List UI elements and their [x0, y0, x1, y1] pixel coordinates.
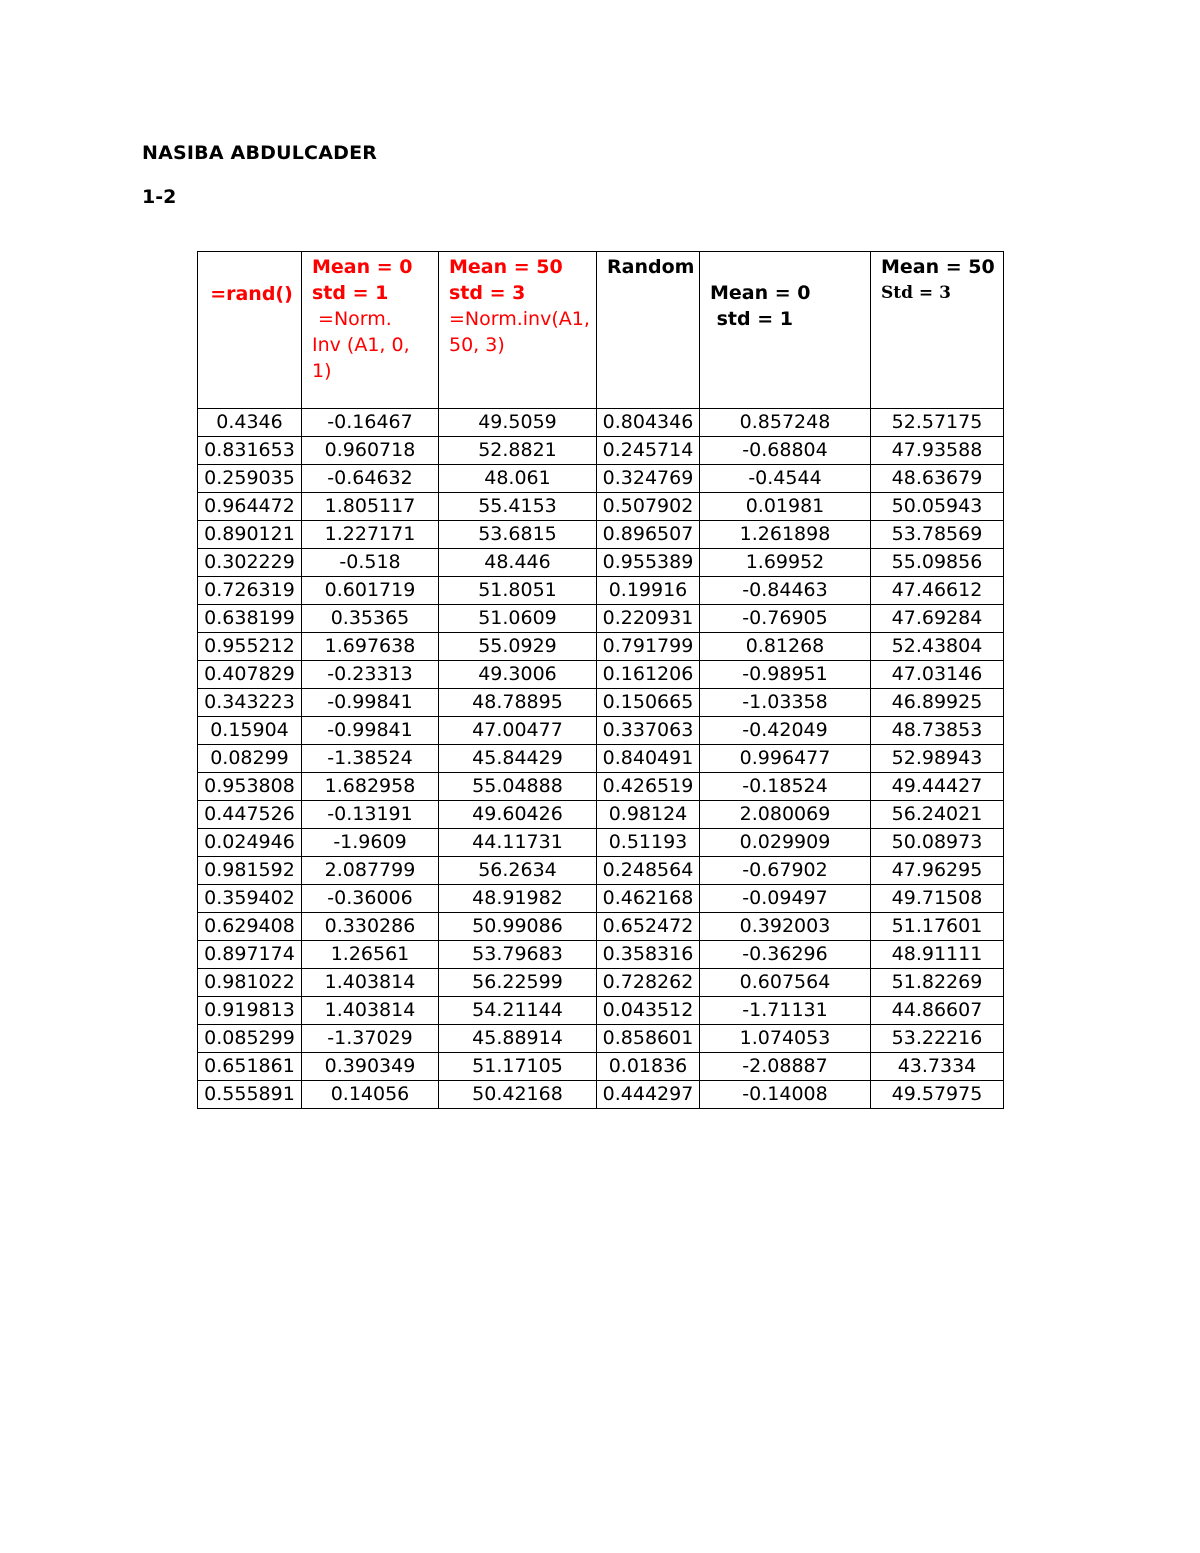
table-cell: 0.259035: [198, 465, 302, 493]
header-norm-0-1-formula-3: 1): [312, 360, 332, 382]
table-cell: -0.14008: [700, 1081, 871, 1109]
table-cell: 0.629408: [198, 913, 302, 941]
table-cell: 0.444297: [597, 1081, 700, 1109]
table-cell: 48.78895: [439, 689, 597, 717]
table-cell: 0.330286: [302, 913, 439, 941]
table-cell: -1.9609: [302, 829, 439, 857]
table-cell: 1.697638: [302, 633, 439, 661]
table-cell: -1.71131: [700, 997, 871, 1025]
table-cell: 0.19916: [597, 577, 700, 605]
table-cell: 0.359402: [198, 885, 302, 913]
table-cell: 0.857248: [700, 409, 871, 437]
table-cell: 56.2634: [439, 857, 597, 885]
table-cell: 45.88914: [439, 1025, 597, 1053]
table-cell: -0.42049: [700, 717, 871, 745]
table-cell: -0.4544: [700, 465, 871, 493]
table-cell: 47.96295: [871, 857, 1004, 885]
table-cell: 0.01836: [597, 1053, 700, 1081]
table-row: [198, 633, 1004, 661]
table-cell: 0.791799: [597, 633, 700, 661]
table-cell: 49.71508: [871, 885, 1004, 913]
table-cell: 0.024946: [198, 829, 302, 857]
table-cell: 0.996477: [700, 745, 871, 773]
table-row: [198, 997, 1004, 1025]
table-cell: 0.652472: [597, 913, 700, 941]
table-cell: 52.57175: [871, 409, 1004, 437]
table-cell: 0.960718: [302, 437, 439, 465]
table-row: [198, 801, 1004, 829]
table-row: [198, 689, 1004, 717]
header-random: [597, 252, 700, 409]
table-row: [198, 1081, 1004, 1109]
table-cell: -0.68804: [700, 437, 871, 465]
author-name: NASIBA ABDULCADER: [142, 142, 378, 164]
table-row: [198, 857, 1004, 885]
table-row: [198, 605, 1004, 633]
table-row: [198, 409, 1004, 437]
table-cell: 1.074053: [700, 1025, 871, 1053]
table-cell: 49.57975: [871, 1081, 1004, 1109]
table-cell: 0.337063: [597, 717, 700, 745]
table-cell: 51.8051: [439, 577, 597, 605]
table-cell: 48.73853: [871, 717, 1004, 745]
table-cell: -0.98951: [700, 661, 871, 689]
table-cell: 0.220931: [597, 605, 700, 633]
table-cell: 48.061: [439, 465, 597, 493]
table-cell: 0.890121: [198, 521, 302, 549]
header-norm-50-3-formula-1: =Norm.inv(A1,: [449, 308, 590, 330]
table-cell: 55.04888: [439, 773, 597, 801]
table-cell: 1.69952: [700, 549, 871, 577]
table-cell: 0.245714: [597, 437, 700, 465]
table-row: [198, 885, 1004, 913]
table-cell: 0.919813: [198, 997, 302, 1025]
header-mean-0-std: std = 1: [710, 308, 793, 330]
table-cell: 0.840491: [597, 745, 700, 773]
table-cell: 44.11731: [439, 829, 597, 857]
table-row: [198, 829, 1004, 857]
table-row: [198, 941, 1004, 969]
table-cell: -0.18524: [700, 773, 871, 801]
header-mean-50-mean: Mean = 50: [881, 256, 995, 278]
table-cell: 0.35365: [302, 605, 439, 633]
header-rand: [198, 252, 302, 409]
header-random-label: Random: [607, 256, 695, 278]
table-cell: 0.358316: [597, 941, 700, 969]
table-cell: 53.78569: [871, 521, 1004, 549]
table-cell: -1.37029: [302, 1025, 439, 1053]
table-cell: -0.67902: [700, 857, 871, 885]
table-cell: 0.601719: [302, 577, 439, 605]
header-norm-50-3-formula-2: 50, 3): [449, 334, 505, 356]
header-mean-0-mean: Mean = 0: [710, 282, 811, 304]
table-cell: 0.4346: [198, 409, 302, 437]
table-cell: 51.82269: [871, 969, 1004, 997]
section-label: 1-2: [142, 186, 177, 208]
table-row: [198, 745, 1004, 773]
table-cell: 56.22599: [439, 969, 597, 997]
table-cell: -0.23313: [302, 661, 439, 689]
table-cell: 0.964472: [198, 493, 302, 521]
table-cell: 47.03146: [871, 661, 1004, 689]
table-row: [198, 1025, 1004, 1053]
table-cell: 0.324769: [597, 465, 700, 493]
table-cell: 49.44427: [871, 773, 1004, 801]
table-cell: 0.981592: [198, 857, 302, 885]
table-cell: 0.029909: [700, 829, 871, 857]
table-cell: 0.392003: [700, 913, 871, 941]
table-cell: 1.26561: [302, 941, 439, 969]
table-cell: -0.16467: [302, 409, 439, 437]
table-cell: 56.24021: [871, 801, 1004, 829]
table-cell: 0.01981: [700, 493, 871, 521]
table-cell: 0.98124: [597, 801, 700, 829]
table-row: [198, 661, 1004, 689]
header-mean-50-std: Std = 3: [881, 283, 951, 303]
table-cell: 0.555891: [198, 1081, 302, 1109]
table-cell: 0.085299: [198, 1025, 302, 1053]
table-cell: 0.897174: [198, 941, 302, 969]
table-cell: 50.99086: [439, 913, 597, 941]
table-cell: 53.79683: [439, 941, 597, 969]
header-norm-50-3-std: std = 3: [449, 282, 526, 304]
table-cell: 0.407829: [198, 661, 302, 689]
header-norm-0-1-std: std = 1: [312, 282, 389, 304]
table-cell: 0.638199: [198, 605, 302, 633]
table-cell: 1.403814: [302, 997, 439, 1025]
table-cell: -0.36296: [700, 941, 871, 969]
table-cell: 50.08973: [871, 829, 1004, 857]
header-norm-0-1-mean: Mean = 0: [312, 256, 413, 278]
table-cell: 0.08299: [198, 745, 302, 773]
table-cell: 49.60426: [439, 801, 597, 829]
table-cell: 0.390349: [302, 1053, 439, 1081]
table-row: [198, 717, 1004, 745]
table-row: [198, 969, 1004, 997]
table-cell: -0.99841: [302, 689, 439, 717]
table-cell: -0.76905: [700, 605, 871, 633]
table-cell: 49.3006: [439, 661, 597, 689]
table-cell: 55.4153: [439, 493, 597, 521]
table-cell: 55.09856: [871, 549, 1004, 577]
table-cell: -0.13191: [302, 801, 439, 829]
table-cell: 48.91982: [439, 885, 597, 913]
table-cell: -1.03358: [700, 689, 871, 717]
table-cell: 0.343223: [198, 689, 302, 717]
header-norm-0-1-formula-1: =Norm.: [312, 308, 392, 330]
table-cell: -0.09497: [700, 885, 871, 913]
table-cell: 51.17105: [439, 1053, 597, 1081]
table-row: [198, 773, 1004, 801]
header-norm-50-3: [439, 252, 597, 409]
table-cell: 0.831653: [198, 437, 302, 465]
table-cell: 0.726319: [198, 577, 302, 605]
table-row: [198, 1053, 1004, 1081]
table-cell: 48.446: [439, 549, 597, 577]
table-cell: -0.36006: [302, 885, 439, 913]
table-cell: 53.6815: [439, 521, 597, 549]
table-cell: 0.728262: [597, 969, 700, 997]
table-cell: -0.99841: [302, 717, 439, 745]
table-cell: 0.607564: [700, 969, 871, 997]
table-cell: 1.403814: [302, 969, 439, 997]
table-row: [198, 465, 1004, 493]
table-cell: 0.51193: [597, 829, 700, 857]
table-cell: 0.447526: [198, 801, 302, 829]
table-cell: -2.08887: [700, 1053, 871, 1081]
table-cell: 52.43804: [871, 633, 1004, 661]
table-cell: 55.0929: [439, 633, 597, 661]
table-cell: 51.17601: [871, 913, 1004, 941]
table-row: [198, 437, 1004, 465]
table-cell: 2.080069: [700, 801, 871, 829]
table-cell: 0.981022: [198, 969, 302, 997]
table-row: [198, 521, 1004, 549]
table-cell: 45.84429: [439, 745, 597, 773]
table-cell: 46.89925: [871, 689, 1004, 717]
table-cell: 0.651861: [198, 1053, 302, 1081]
table-cell: 49.5059: [439, 409, 597, 437]
table-cell: 0.507902: [597, 493, 700, 521]
table-row: [198, 549, 1004, 577]
table-cell: 0.426519: [597, 773, 700, 801]
table-cell: 1.227171: [302, 521, 439, 549]
table-cell: 0.955212: [198, 633, 302, 661]
table-cell: 52.8821: [439, 437, 597, 465]
table-cell: 0.150665: [597, 689, 700, 717]
table-cell: 0.955389: [597, 549, 700, 577]
table-cell: 50.05943: [871, 493, 1004, 521]
table-cell: 1.682958: [302, 773, 439, 801]
table-cell: 0.804346: [597, 409, 700, 437]
table-row: [198, 913, 1004, 941]
header-mean-50: [871, 252, 1004, 409]
table-cell: 43.7334: [871, 1053, 1004, 1081]
table-cell: 1.805117: [302, 493, 439, 521]
table-row: [198, 493, 1004, 521]
header-norm-0-1: [302, 252, 439, 409]
table-cell: 52.98943: [871, 745, 1004, 773]
table-cell: 0.248564: [597, 857, 700, 885]
table-cell: 0.15904: [198, 717, 302, 745]
table-cell: 0.302229: [198, 549, 302, 577]
table-cell: 48.91111: [871, 941, 1004, 969]
table-cell: -0.84463: [700, 577, 871, 605]
header-norm-50-3-mean: Mean = 50: [449, 256, 563, 278]
header-rand-label: =rand(): [210, 283, 293, 305]
table-cell: 54.21144: [439, 997, 597, 1025]
table-cell: 0.896507: [597, 521, 700, 549]
table-cell: 0.462168: [597, 885, 700, 913]
table-cell: 47.69284: [871, 605, 1004, 633]
table-cell: 47.93588: [871, 437, 1004, 465]
table-cell: 47.00477: [439, 717, 597, 745]
header-mean-0: [700, 252, 871, 409]
table-cell: 48.63679: [871, 465, 1004, 493]
table-cell: 0.043512: [597, 997, 700, 1025]
table-cell: 44.86607: [871, 997, 1004, 1025]
table-cell: 47.46612: [871, 577, 1004, 605]
table-cell: 0.14056: [302, 1081, 439, 1109]
table-cell: 1.261898: [700, 521, 871, 549]
table-cell: -0.518: [302, 549, 439, 577]
table-cell: 51.0609: [439, 605, 597, 633]
table-cell: 0.953808: [198, 773, 302, 801]
table-body: [198, 409, 1004, 1109]
data-table: [197, 251, 1004, 1109]
table-cell: -1.38524: [302, 745, 439, 773]
table-header-row: [198, 252, 1004, 409]
table-cell: 53.22216: [871, 1025, 1004, 1053]
table-cell: 50.42168: [439, 1081, 597, 1109]
table-cell: -0.64632: [302, 465, 439, 493]
table-cell: 0.161206: [597, 661, 700, 689]
table-cell: 2.087799: [302, 857, 439, 885]
table-cell: 0.858601: [597, 1025, 700, 1053]
table-row: [198, 577, 1004, 605]
table-cell: 0.81268: [700, 633, 871, 661]
header-norm-0-1-formula-2: Inv (A1, 0,: [312, 334, 410, 356]
